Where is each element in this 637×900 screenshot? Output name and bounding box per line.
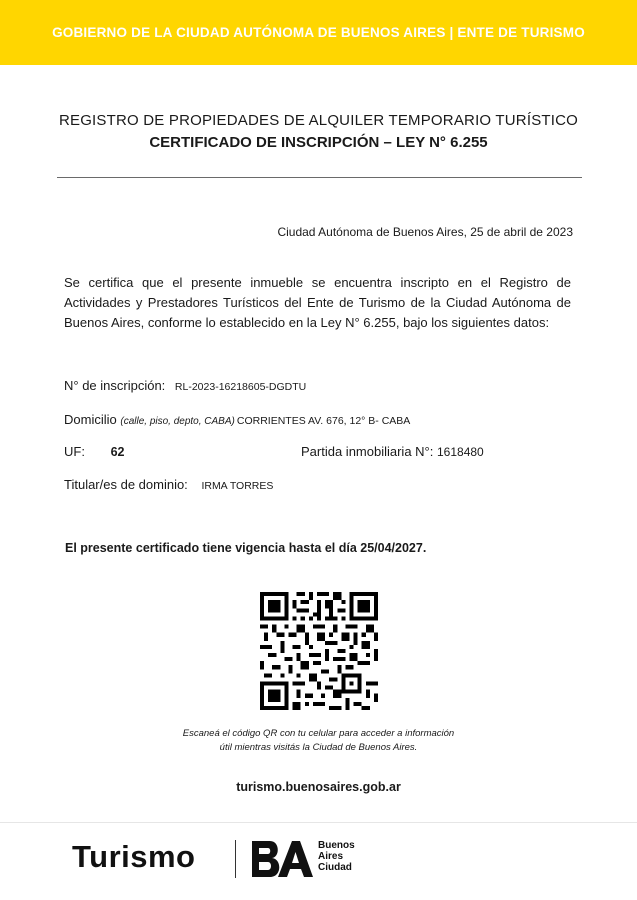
logo-separator: [235, 840, 236, 878]
top-banner: [0, 0, 637, 65]
inscripcion-row: [64, 378, 306, 393]
website-link[interactable]: turismo.buenosaires.gob.ar: [236, 780, 401, 794]
domicilio-row: [64, 412, 410, 427]
inscripcion-value: RL-2023-16218605-DGDTU: [174, 381, 307, 393]
qr-caption: [0, 727, 637, 755]
ba-word-2: Aires: [318, 851, 344, 862]
partida-value: 1618480: [437, 445, 484, 459]
divider: [57, 177, 582, 178]
inscripcion-label: N° de inscripción:: [64, 378, 166, 393]
certification-text: Se certifica que el presente inmueble se encuentra inscripto en el Registro de Actividades y Prestadores Turísticos del Ente de Turismo de la Ciudad Autónoma de Buenos Aires, conforme lo establecido en la Ley N° 6.255, bajo los siguientes datos:: [64, 275, 571, 330]
footer-divider: [0, 822, 637, 823]
ba-word-1: Buenos: [318, 840, 355, 851]
domicilio-value: CORRIENTES AV. 676, 12° B- CABA: [236, 415, 411, 427]
banner-text: GOBIERNO DE LA CIUDAD AUTÓNOMA DE BUENOS AIRES | ENTE DE TURISMO: [52, 25, 585, 40]
issue-date: Ciudad Autónoma de Buenos Aires, 25 de abril de 2023: [277, 225, 573, 239]
titular-row: [64, 477, 273, 492]
qr-caption-line-1: Escaneá el código QR con tu celular para acceder a información: [182, 728, 455, 739]
uf-value: 62: [110, 445, 125, 459]
qr-code[interactable]: [260, 592, 378, 710]
uf-row: [64, 444, 124, 459]
document-title: REGISTRO DE PROPIEDADES DE ALQUILER TEMPORARIO TURÍSTICO: [58, 112, 579, 129]
domicilio-hint: (calle, piso, depto, CABA): [120, 416, 235, 427]
partida-row: [301, 444, 484, 459]
partida-label: Partida inmobiliaria N°:: [301, 444, 434, 459]
ba-logo-icon: [250, 839, 314, 879]
qr-caption-line-2: útil mientras visitás la Ciudad de Buenos Aires.: [219, 742, 418, 753]
titular-label: Titular/es de dominio:: [64, 477, 188, 492]
uf-label: UF:: [64, 444, 85, 459]
titular-value: IRMA TORRES: [201, 480, 274, 492]
ba-wordmark: [318, 840, 355, 873]
ba-word-3: Ciudad: [318, 862, 352, 873]
turismo-logo: Turismo: [72, 839, 196, 874]
domicilio-label: Domicilio: [64, 412, 117, 427]
validity-statement: El presente certificado tiene vigencia hasta el día 25/04/2027.: [65, 541, 427, 555]
document-subtitle: CERTIFICADO DE INSCRIPCIÓN – LEY N° 6.255: [149, 134, 488, 151]
